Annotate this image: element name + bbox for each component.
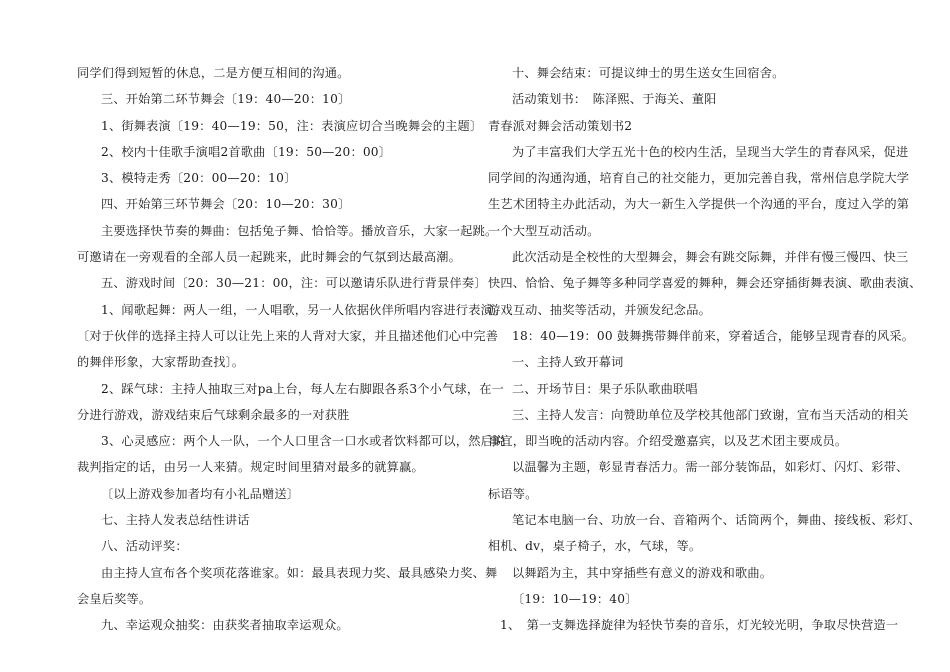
text-line: 一、主持人致开幕词	[512, 355, 624, 370]
text-line: 以温馨为主题，彰显青春活力。需一部分装饰品，如彩灯、闪灯、彩带、	[512, 460, 909, 475]
text-line: 1、闻歌起舞：两人一组，一人唱歌，另一人依据伙伴所唱内容进行表演。	[101, 302, 506, 317]
text-line: 三、主持人发言：向赞助单位及学校其他部门致谢，宣布当天活动的相关	[512, 407, 909, 422]
text-line: 一个大型互动活动。	[488, 223, 600, 238]
text-line: 1、街舞表演〔19：40—19：50，注：表演应切合当晚舞会的主题〕	[101, 118, 483, 133]
text-line: 九、幸运观众抽奖：由获奖者抽取幸运观众。	[101, 618, 349, 633]
text-line: 相机、dv，桌子椅子，水，气球，等。	[488, 539, 702, 554]
text-line: 事宜，即当晚的活动内容。介绍受邀嘉宾，以及艺术团主要成员。	[488, 434, 848, 449]
left-text-column	[77, 60, 506, 639]
text-line: 主要选择快节奏的舞曲：包括兔子舞、恰恰等。播放音乐，大家一起跳。	[101, 223, 498, 238]
text-line: 分进行游戏，游戏结束后气球剩余最多的一对获胜	[77, 407, 350, 422]
text-line: 裁判指定的话，由另一人来猜。规定时间里猜对最多的就算赢。	[77, 460, 424, 475]
text-line: 的舞伴形象，大家帮助查找〕。	[77, 355, 245, 370]
text-line: 青春派对舞会活动策划书2	[488, 118, 633, 133]
text-line: 由主持人宣布各个奖项花落谁家。如：最具表现力奖、最具感染力奖、舞	[101, 565, 498, 580]
text-line: 快四、恰恰、兔子舞等多种同学喜爱的舞种，舞会还穿插街舞表演、歌曲表演、	[488, 276, 922, 291]
text-line: 四、开始第三环节舞会〔20：10—20：30〕	[101, 197, 351, 212]
text-line: 〔以上游戏参加者均有小礼品赠送〕	[101, 486, 300, 501]
text-line: 以舞蹈为主，其中穿插些有意义的游戏和歌曲。	[512, 565, 773, 580]
text-line: 七、主持人发表总结性讲话	[101, 513, 250, 528]
right-text-column	[488, 60, 922, 639]
text-line: 3、心灵感应：两个人一队，一个人口里含一口水或者饮料都可以，然后说	[101, 434, 506, 449]
text-line: 此次活动是全校性的大型舞会，舞会有跳交际舞，并伴有慢三慢四、快三	[512, 250, 909, 265]
text-line: 为了丰富我们大学五光十色的校内生活，呈现当大学生的青春风采，促进	[512, 144, 909, 159]
text-line: 可邀请在一旁观看的全部人员一起跳来，此时舞会的气氛到达最高潮。	[77, 250, 462, 265]
text-line: 十、舞会结束：可提议绅士的男生送女生回宿舍。	[512, 66, 785, 80]
text-line: 2、校内十佳歌手演唱2首歌曲〔19：50—20：00〕	[101, 144, 392, 159]
text-line: 标语等。	[488, 486, 538, 501]
text-line: 三、开始第二环节舞会〔19：40—20：10〕	[101, 92, 351, 107]
text-line: 18：40—19：00 鼓舞携带舞伴前来，穿着适合，能够呈现青春的风采。	[512, 328, 915, 343]
text-line: 会皇后奖等。	[77, 591, 152, 606]
text-line: 同学间的沟通沟通，培育自己的社交能力，更加完善自我，常州信息学院大学	[488, 171, 910, 186]
text-line: 笔记本电脑一台、功放一台、音箱两个、话筒两个，舞曲、接线板、彩灯、	[512, 513, 921, 528]
text-line: 生艺术团特主办此活动，为大一新生入学提供一个沟通的平台，度过入学的第	[488, 197, 910, 212]
text-line: 〔19：10—19：40〕	[512, 591, 638, 606]
text-line: 五、游戏时间〔20：30—21：00，注：可以邀请乐队进行背景伴奏〕	[101, 276, 487, 291]
text-line: 同学们得到短暂的休息，二是方便互相间的沟通。	[77, 66, 350, 80]
text-line: 八、活动评奖：	[101, 539, 188, 554]
text-line: 〔对于伙伴的选择主持人可以让先上来的人背对大家，并且描述他们心中完善	[77, 328, 499, 343]
text-line: 3、模特走秀〔20：00—20：10〕	[101, 171, 297, 186]
text-line: 游戏互动、抽奖等活动，并颁发纪念品。	[488, 302, 711, 317]
text-line: 2、踩气球：主持人抽取三对pa上台，每人左右脚跟各系3个小气球，在一	[101, 381, 505, 396]
text-line: 二、开场节目：果子乐队歌曲联唱	[512, 381, 698, 396]
text-line: 1、 第一支舞选择旋律为轻快节奏的音乐，灯光较光明，争取尽快营造一	[500, 618, 899, 633]
text-line: 活动策划书： 陈泽熙、于海关、董阳	[512, 92, 717, 107]
